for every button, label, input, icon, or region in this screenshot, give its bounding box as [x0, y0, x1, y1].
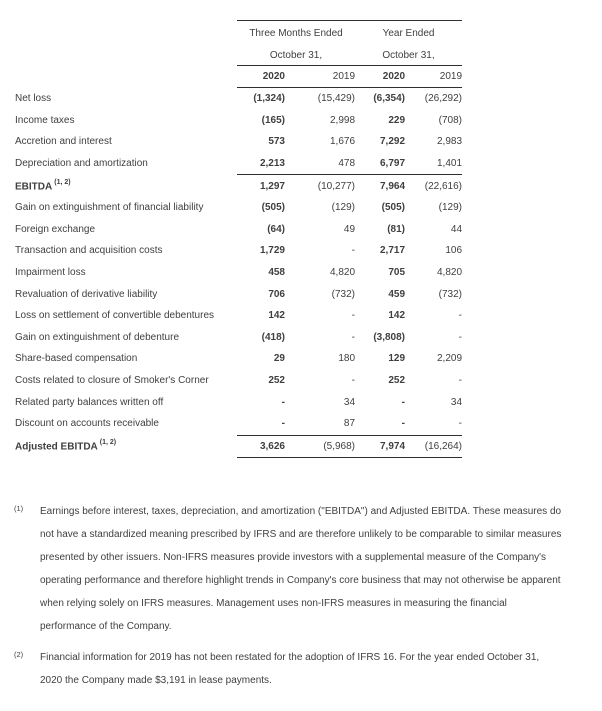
- cell-value: 129: [388, 353, 406, 365]
- table-row-transaction-acquisition-costs: [15, 240, 462, 262]
- cell-value: (26,292): [424, 93, 463, 105]
- cell-value: 34: [343, 396, 356, 408]
- footnote-ref: (1, 2): [54, 178, 71, 186]
- period-header-row: [15, 21, 462, 46]
- row-label: Revaluation of derivative liability: [15, 288, 158, 300]
- cell-value: 106: [445, 245, 463, 257]
- table-row-gain-extinguishment-financial-liability: [15, 197, 462, 219]
- cell-value: 4,820: [329, 267, 356, 279]
- cell-value: 252: [388, 375, 406, 387]
- cell-value: (505): [381, 202, 406, 214]
- year-header-2019-y: 2019: [405, 66, 462, 88]
- table-row-smokers-corner-closure-costs: [15, 370, 462, 392]
- row-label: Related party balances written off: [15, 396, 164, 408]
- footnote-1-text: [40, 500, 592, 638]
- cell-value: 2,998: [329, 114, 356, 126]
- footnote-2: [14, 646, 592, 692]
- ebitda-reconciliation-table: [15, 20, 462, 458]
- table-row-ebitda: [15, 175, 462, 197]
- table-row-related-party-balances: [15, 391, 462, 413]
- cell-value: 459: [388, 288, 406, 300]
- row-label: Transaction and acquisition costs: [15, 245, 163, 257]
- cell-value: 229: [388, 114, 406, 126]
- cell-value: 7,974: [355, 435, 405, 458]
- table-row-impairment-loss: [15, 262, 462, 284]
- table-row-loss-settlement-convertible-debentures: [15, 305, 462, 327]
- row-label: Depreciation and amortization: [15, 158, 148, 170]
- cell-value: (732): [331, 288, 356, 300]
- cell-value: 2,717: [379, 245, 406, 257]
- footnote-line: operating performance and therefore highlight trends in Company's core business that may not otherwise be apparent: [40, 575, 561, 587]
- cell-value: -: [351, 331, 356, 343]
- cell-value: 6,797: [355, 153, 405, 175]
- cell-value: 2,213: [237, 153, 285, 175]
- year-header-2020-y: 2020: [355, 66, 405, 88]
- table-row-depreciation-amortization: [15, 153, 462, 175]
- cell-value: -: [458, 375, 463, 387]
- cell-value: 2,983: [436, 136, 463, 148]
- cell-value: 706: [268, 288, 285, 300]
- cell-value: -: [351, 310, 356, 322]
- cell-value: -: [458, 310, 463, 322]
- table-row-share-based-compensation: [15, 348, 462, 370]
- footnote-line: performance of the Company.: [40, 621, 172, 633]
- table-row-discount-accounts-receivable: [15, 413, 462, 435]
- cell-value: (6,354): [373, 93, 406, 105]
- cell-value: 1,676: [329, 136, 356, 148]
- row-label: Discount on accounts receivable: [15, 418, 159, 430]
- cell-value: -: [237, 413, 285, 435]
- header-spacer: [15, 45, 237, 66]
- cell-value: 87: [285, 413, 355, 435]
- footnote-2-text: [40, 646, 592, 692]
- year-header-row: [15, 66, 462, 88]
- cell-value: (129): [331, 202, 356, 214]
- row-label: Gain on extinguishment of financial liability: [15, 202, 204, 214]
- footnote-line: Earnings before interest, taxes, depreciation, and amortization ("EBITDA") and Adjusted EBITDA. These measures do: [40, 506, 562, 518]
- cell-value: (1,324): [253, 93, 285, 105]
- period-header-three-months: Three Months Ended: [237, 21, 355, 46]
- row-label: Adjusted EBITDA $^{(1, 2)}$: [15, 439, 117, 453]
- row-label: Loss on settlement of convertible debentures: [15, 310, 215, 322]
- date-header-year: October 31,: [355, 45, 462, 66]
- footnote-line: presented by other issuers. Non-IFRS measures provide investors with a supplemental measure of the Company's: [40, 552, 547, 564]
- header-spacer: [15, 21, 237, 46]
- cell-value: 49: [343, 223, 356, 235]
- cell-value: 142: [268, 310, 285, 322]
- footnote-line: when relying solely on IFRS measures. Management uses non-IFRS measures in measuring the financial: [40, 598, 507, 610]
- cell-value: 7,964: [379, 180, 406, 192]
- cell-value: -: [405, 413, 462, 435]
- cell-value: (732): [438, 288, 463, 300]
- cell-value: 705: [388, 267, 406, 279]
- cell-value: 573: [268, 136, 285, 148]
- table-row-net-loss: [15, 88, 462, 110]
- cell-value: -: [351, 245, 356, 257]
- row-label: Income taxes: [15, 114, 75, 126]
- year-header-2019-q: 2019: [285, 66, 355, 88]
- cell-value: 7,292: [379, 136, 406, 148]
- year-header-2020-q: 2020: [237, 66, 285, 88]
- cell-value: (16,264): [405, 435, 462, 458]
- cell-value: 4,820: [436, 267, 463, 279]
- table-row-accretion-interest: [15, 131, 462, 153]
- cell-value: 29: [273, 353, 285, 365]
- table-row-income-taxes: [15, 110, 462, 132]
- cell-value: 1,297: [259, 180, 285, 192]
- cell-value: 252: [268, 375, 285, 387]
- row-label: Net loss: [15, 93, 52, 105]
- row-label: Foreign exchange: [15, 223, 96, 235]
- cell-value: -: [281, 396, 285, 408]
- cell-value: 44: [450, 223, 463, 235]
- row-label: Accretion and interest: [15, 136, 112, 148]
- cell-value: (708): [438, 114, 463, 126]
- table-row-revaluation-derivative-liability: [15, 283, 462, 305]
- cell-value: (3,808): [373, 331, 406, 343]
- footnote-2-marker: (2): [14, 650, 24, 660]
- footnote-ref: (1, 2): [99, 439, 117, 447]
- footnote-line: 2020 the Company made $3,191 in lease payments.: [40, 675, 272, 687]
- cell-value: 1,729: [259, 245, 285, 257]
- cell-value: (64): [267, 223, 285, 235]
- footnotes-section: [14, 500, 592, 692]
- cell-value: 2,209: [436, 353, 463, 365]
- cell-value: (418): [261, 331, 285, 343]
- row-label: Share-based compensation: [15, 353, 138, 365]
- cell-value: (129): [438, 202, 463, 214]
- cell-value: 478: [285, 153, 355, 175]
- cell-value: (5,968): [285, 435, 355, 458]
- date-header-three-months: October 31,: [237, 45, 355, 66]
- footnote-1-marker: (1): [14, 504, 24, 514]
- table-row-foreign-exchange: [15, 219, 462, 241]
- cell-value: (22,616): [424, 180, 463, 192]
- cell-value: (15,429): [317, 93, 356, 105]
- cell-value: 1,401: [405, 153, 462, 175]
- footnote-line: not have a standardized meaning prescribed by IFRS and are therefore unlikely to be comparable to similar measures: [40, 529, 562, 541]
- cell-value: (10,277): [317, 180, 356, 192]
- footnote-line: Financial information for 2019 has not been restated for the adoption of IFRS 16. For the year ended October 31,: [40, 652, 540, 664]
- cell-value: 458: [268, 267, 285, 279]
- cell-value: 142: [388, 310, 406, 322]
- date-header-row: [15, 45, 462, 66]
- cell-value: (165): [261, 114, 285, 126]
- footnote-1: [14, 500, 592, 638]
- cell-value: -: [401, 396, 406, 408]
- row-label: EBITDA $^{(1, 2)}$: [15, 178, 71, 193]
- cell-value: (81): [387, 223, 406, 235]
- row-label: Gain on extinguishment of debenture: [15, 331, 179, 343]
- row-label: Impairment loss: [15, 267, 86, 279]
- table-row-gain-extinguishment-debenture: [15, 327, 462, 349]
- cell-value: (505): [261, 202, 285, 214]
- cell-value: 34: [450, 396, 463, 408]
- cell-value: -: [351, 375, 356, 387]
- period-header-year: Year Ended: [355, 21, 462, 46]
- cell-value: 3,626: [237, 435, 285, 458]
- header-spacer: [15, 66, 237, 88]
- table-row-adjusted-ebitda: [15, 435, 462, 458]
- cell-value: 180: [338, 353, 356, 365]
- cell-value: -: [458, 331, 463, 343]
- row-label: Costs related to closure of Smoker's Corner: [15, 375, 209, 387]
- cell-value: -: [355, 413, 405, 435]
